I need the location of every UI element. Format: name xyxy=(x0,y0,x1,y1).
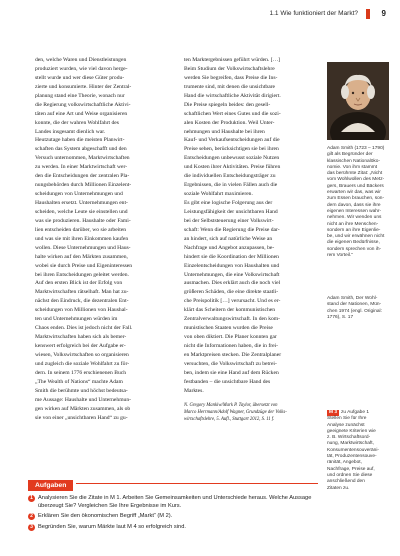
text-line xyxy=(184,119,320,128)
line-text: wollen. Diese Unternehmungen und Haus- xyxy=(35,244,131,251)
tasks-divider xyxy=(76,483,318,484)
line-text: schaftlichen Wert eines Gutes und die sozi- xyxy=(184,110,281,117)
line-text: hindert sie die Koordination der Millionen xyxy=(184,253,279,260)
line-text: Leistungsfähigkeit der unsichtbaren Hand xyxy=(184,208,278,215)
line-text: werden Sie begreifen, dass Preise die Ins- xyxy=(184,74,278,81)
line-text: produziert wurden, wie viel davon herge- xyxy=(35,65,128,72)
text-line xyxy=(35,378,171,387)
text-line xyxy=(184,128,320,137)
text-line xyxy=(184,181,320,190)
adam-smith-portrait xyxy=(327,62,389,140)
line-text: nicht die Informationen haben, die in frei- xyxy=(184,343,278,349)
sidebar-line: sondern sprechen von ih- xyxy=(327,246,382,252)
text-line xyxy=(35,333,171,342)
sidebar-line: nung, Marktwirtschaft, xyxy=(327,441,374,447)
line-text: Die Preise spiegeln beides: den gesell- xyxy=(184,101,271,108)
line-text: konnte, die der wahren Wohlfahrt des xyxy=(35,119,119,126)
text-line xyxy=(184,387,320,396)
page-header xyxy=(0,0,400,30)
text-line xyxy=(184,217,320,226)
text-line xyxy=(184,288,320,297)
line-text: me Aussage: Haushalte und Unternehmun- xyxy=(35,396,132,403)
line-text: gen wirken auf Märkten zusammen, als ob xyxy=(35,405,131,412)
line-text: Versuch unternommen, Marktwirtschaften xyxy=(35,155,130,162)
line-text: Es gibt eine logische Folgerung aus der xyxy=(184,200,273,206)
hint-intro: zu Aufgabe 1 xyxy=(341,410,370,415)
sidebar-line: nehmen. Wir wenden uns xyxy=(327,215,382,221)
line-text: trumente sind, mit denen die unsichtbare xyxy=(184,83,276,90)
text-line xyxy=(35,154,171,163)
task-number-badge: 1 xyxy=(28,495,35,502)
text-line xyxy=(35,315,171,324)
line-text: Unternehmungen, die eine Volkswirtschaft xyxy=(184,271,280,278)
line-text: soziale Wohlfahrt maximieren. xyxy=(184,191,253,198)
text-line xyxy=(184,244,320,253)
text-line xyxy=(35,56,171,65)
sidebar-line: erwarten wir das, was wir xyxy=(327,190,381,196)
text-line xyxy=(35,396,171,405)
task-number-badge: 3 xyxy=(28,524,35,531)
sidebar-line: z. B. Wirtschaftsord- xyxy=(327,435,371,441)
text-line xyxy=(184,74,320,83)
text-line xyxy=(184,333,320,342)
sidebar-line: Nachfrage, Preise auf, xyxy=(327,466,375,472)
line-text: Heutzutage haben die meisten Planwirt- xyxy=(35,137,125,144)
source-citation: N. Gregory Mankiw/Mark P. Taylor, übersetzt von xyxy=(184,402,278,408)
line-text: alen Kosten der Produktion. Weil Unter- xyxy=(184,119,275,126)
line-text: an hindert, sich auf natürliche Weise an xyxy=(184,235,273,242)
sidebar-line: chen 1974 (engl. Original: xyxy=(327,308,382,314)
sidebar-line: dern davon, dass sie ihre xyxy=(327,202,381,208)
line-text: Auf den ersten Blick ist der Erfolg von xyxy=(35,280,123,287)
sidebar-line: Konsumentensouveräni- xyxy=(327,447,379,453)
line-text: scheiden, welche Leute sie einstellen und xyxy=(35,208,128,215)
line-text: Ergebnissen, die in vielen Fällen auch die xyxy=(184,182,278,189)
sidebar-line: gilt als Begründer der xyxy=(327,152,373,158)
sidebar-line: be, und wir erwähnen nicht xyxy=(327,234,385,240)
line-text: „The Wealth of Nations“ machte Adam xyxy=(35,378,123,385)
line-text: Nachfrage und Angebot anzupassen, be- xyxy=(184,244,275,251)
text-line xyxy=(35,65,171,74)
line-text: was sie produzieren. Haushalte oder Fami- xyxy=(35,217,131,224)
text-line xyxy=(184,306,320,315)
text-line xyxy=(184,83,320,92)
text-line xyxy=(35,83,171,92)
text-line xyxy=(184,208,320,217)
text-line xyxy=(35,101,171,110)
line-text: ten und Unternehmungen würden im xyxy=(35,316,118,323)
line-text: planung stand eine Theorie, wonach nur xyxy=(35,92,125,99)
text-line xyxy=(184,92,320,101)
text-line xyxy=(184,279,320,288)
line-text: bei ihren Entscheidungen geleitet werden. xyxy=(35,271,129,278)
text-line xyxy=(184,342,320,351)
line-text: und was sie mit ihren Einkommen kaufen xyxy=(35,235,129,242)
line-text: wiesen, Volkswirtschaften so organisieren xyxy=(35,351,129,358)
sidebar-line: 1776), S. 17 xyxy=(327,314,354,320)
line-text: täten auf eine Art und Weise organisieren xyxy=(35,110,128,117)
line-text: größeren Schäden, die eine direkte staatli- xyxy=(184,289,279,296)
text-line xyxy=(35,163,171,172)
line-text: dern. In seinem 1776 erschienenen Buch xyxy=(35,369,127,376)
text-line xyxy=(35,74,171,83)
line-text: Einzelentscheidungen von Haushalten und xyxy=(184,262,280,269)
line-text: Beim Studium der Volkswirtschaftslehre xyxy=(184,65,275,72)
hint-box xyxy=(327,410,393,492)
sidebar-line: Stellen Sie für Ihre xyxy=(327,416,367,422)
line-text: den die Entscheidungen der zentralen Pla- xyxy=(35,173,130,180)
line-text: schaften das System abgeschafft und den xyxy=(35,146,127,153)
line-text: die individuellen Entscheidungsträger zu xyxy=(184,173,276,180)
text-line xyxy=(35,271,171,280)
text-line xyxy=(184,190,320,199)
line-text: Kauf- und Verkaufsentscheidungen auf die xyxy=(184,137,280,144)
text-column-right xyxy=(184,56,320,423)
line-text: Hand die wirtschaftliche Aktivität dirigiert. xyxy=(184,92,281,99)
task-item xyxy=(28,513,318,521)
text-line xyxy=(35,360,171,369)
task-item xyxy=(28,495,318,510)
text-line xyxy=(184,154,320,163)
line-text: Chaos enden. Dies ist jedoch nicht der Fall. xyxy=(35,325,133,332)
line-text: festbanden – die unsichtbare Hand des xyxy=(184,378,271,385)
adam-smith-bio xyxy=(327,146,393,259)
text-line xyxy=(184,271,320,280)
sidebar-line: nomie. Von ihm stammt xyxy=(327,164,378,170)
line-text: kenswert erfolgreich bei der Aufgabe er- xyxy=(35,343,126,349)
line-text: die Regierung volkswirtschaftliche Aktivi- xyxy=(35,101,131,108)
text-line xyxy=(35,226,171,235)
text-line xyxy=(184,65,320,74)
sidebar-line: Adam Smith (1723 – 1790) xyxy=(327,146,385,151)
sidebar-line: vom Wohlwollen des Metz- xyxy=(327,177,385,183)
line-text: che Preispolitik […] verursacht. Und es er- xyxy=(184,298,281,305)
text-line xyxy=(184,145,320,154)
line-text: lien entscheiden darüber, wo sie arbeiten xyxy=(35,226,127,233)
text-line xyxy=(35,172,171,181)
line-text: schaft: Wenn die Regierung die Preise dar- xyxy=(184,226,280,233)
line-text: scheidungen von Unternehmungen und xyxy=(35,191,123,198)
text-line xyxy=(184,136,320,145)
line-text: Marktwirtschaften rätselhaft. Man hat zu- xyxy=(35,289,129,296)
sidebar-line: ränität, Angebot, xyxy=(327,460,362,466)
text-line xyxy=(184,297,320,306)
text-line xyxy=(35,235,171,244)
text-line xyxy=(184,360,320,369)
line-text: nächst den Eindruck, die dezentralen Ent- xyxy=(35,298,129,305)
line-text: ben, indem sie eine Hand auf dem Rücken xyxy=(184,369,279,376)
text-line xyxy=(184,110,320,119)
text-line xyxy=(184,163,320,172)
line-text: Marktes. xyxy=(184,387,204,394)
sidebar-line: die eigenen Bedürfnisse, xyxy=(327,240,380,246)
line-text: scheidungen von Millionen von Haushal- xyxy=(35,307,128,314)
sidebar-line: rem Vorteil.“ xyxy=(327,253,353,259)
line-text: zierte und konsumierte. Hinter der Zentral- xyxy=(35,83,132,90)
page-number: 9 xyxy=(381,9,386,18)
line-text: Zentralverwaltungswirtschaft. In den kom- xyxy=(184,316,280,323)
text-line xyxy=(184,235,320,244)
sidebar-line: und ordnen Sie diese xyxy=(327,472,373,478)
chapter-title: 1.1 Wie funktioniert der Markt? xyxy=(269,10,358,17)
text-line xyxy=(35,279,171,288)
line-text: Preise sehen, berücksichtigen sie bei ihren xyxy=(184,146,279,153)
line-text: klärt das Scheitern der kommunistischen xyxy=(184,307,276,314)
text-line xyxy=(35,324,171,333)
line-text: Marktwirtschaften haben sich als bemer- xyxy=(35,334,127,341)
task-item xyxy=(28,524,318,532)
text-line xyxy=(35,351,171,360)
sidebar-line: anschließend den xyxy=(327,479,365,485)
text-line xyxy=(184,226,320,235)
text-line xyxy=(35,190,171,199)
line-text: sie von einer „unsichtbaren Hand“ zu gu- xyxy=(35,414,128,421)
line-text: Entscheidungen unbewusst soziale Nutzen xyxy=(184,155,280,162)
line-text: versuchten, die Volkswirtschaft zu betrei- xyxy=(184,360,277,367)
text-line xyxy=(35,181,171,190)
line-text: Smith die berühmte und höchst bedeutsa- xyxy=(35,387,128,394)
text-line xyxy=(184,253,320,262)
line-text: nehmungen und Haushalte bei ihren xyxy=(184,128,265,135)
text-line xyxy=(184,378,320,387)
task-text: Begründen Sie, warum Märkte laut M 4 so erfolgreich sind. xyxy=(38,523,186,530)
line-text: ausmachen. Dies erklärt auch die noch viel xyxy=(184,280,281,287)
text-column-left xyxy=(35,56,171,422)
source-citation: wirtschaftslehre, 5. Aufl., Stuttgart 2012, S. 11 f. xyxy=(184,416,275,422)
sidebar-line: zum Essen brauchen, son- xyxy=(327,196,385,202)
sidebar-line: Zitaten zu. xyxy=(327,485,350,491)
task-text: Erklären Sie den ökonomischen Begriff „Markt“ (M 2). xyxy=(38,513,173,520)
line-text: den, welche Waren und Dienstleistungen xyxy=(35,57,127,63)
line-text: bei der Selbststeuerung einer Volkswirt- xyxy=(184,217,274,224)
sidebar-line: nicht an ihre Menschen- xyxy=(327,221,379,227)
task-number-badge: 2 xyxy=(28,513,35,520)
text-line xyxy=(35,369,171,378)
text-line xyxy=(184,101,320,110)
line-text: nungsbehörden durch Millionen Einzelent- xyxy=(35,182,132,189)
sidebar-line: das berühmte Zitat: „Nicht xyxy=(327,171,383,177)
sidebar-line: gers, Brauers und Bäckers xyxy=(327,183,384,189)
tasks-heading: Aufgaben xyxy=(28,480,73,491)
text-line xyxy=(35,128,171,137)
text-line xyxy=(35,405,171,414)
line-text: ten Marktergebnissen geführt würden. […] xyxy=(184,57,281,63)
sidebar-line: eigenen Interessen wahr- xyxy=(327,208,382,214)
text-line xyxy=(184,369,320,378)
text-line xyxy=(184,324,320,333)
line-text: wobei sie durch Preise und Eigeninteressen xyxy=(35,262,133,269)
line-text: halte wirken auf den Märkten zusammen, xyxy=(35,253,128,260)
sidebar-line: sondern an ihre Eigenlie- xyxy=(327,227,381,233)
line-text: und zugleich die soziale Wohlfahrt zu för- xyxy=(35,360,130,367)
text-line xyxy=(35,387,171,396)
text-line xyxy=(35,217,171,226)
source-citation: Marco Herrmann/Adolf Wagner, Grundzüge der Volks- xyxy=(184,409,287,415)
text-line xyxy=(184,56,320,65)
text-line xyxy=(35,288,171,297)
text-line xyxy=(184,351,320,360)
line-text: und Kosten ihrer Aktivitäten. Preise führen xyxy=(184,164,281,171)
line-text: en Marktpreisen stecken. Die Zentralplaner xyxy=(184,351,282,358)
text-line xyxy=(35,199,171,208)
sidebar-line: Adam Smith, Der Wohl- xyxy=(327,296,378,301)
text-line xyxy=(35,145,171,154)
text-line xyxy=(35,92,171,101)
text-line xyxy=(35,208,171,217)
task-text: Analysieren Sie die Zitate in M 1. Arbeiten Sie Gemeinsamkeiten und Unterschiede heraus. Welche Aussage überzeugt Sie? Vergleichen Sie Ihre Ergebnisse im Kurs. xyxy=(38,495,312,509)
text-line xyxy=(184,199,320,208)
text-line xyxy=(35,110,171,119)
sidebar-line: Analyse zunächst xyxy=(327,422,365,428)
sidebar-line: tät, Produzentensouve- xyxy=(327,454,377,460)
text-line xyxy=(35,306,171,315)
material-badge: M 3 xyxy=(329,410,337,415)
text-line xyxy=(35,136,171,145)
text-line xyxy=(184,172,320,181)
text-line xyxy=(35,297,171,306)
sidebar-line: klassischen Nationalöko- xyxy=(327,158,381,164)
text-line xyxy=(35,253,171,262)
line-text: zu werden. In einer Marktwirtschaft wer- xyxy=(35,164,128,171)
text-line xyxy=(184,262,320,271)
tasks-section xyxy=(28,474,318,531)
line-text: munistischen Staaten wurden die Preise xyxy=(184,325,273,332)
line-text: von oben diktiert. Die Planer konnten gar xyxy=(184,334,277,341)
text-line xyxy=(35,414,171,423)
sidebar-line: geeignete Kriterien wie xyxy=(327,428,376,434)
accent-bar xyxy=(366,9,370,19)
text-line xyxy=(35,342,171,351)
line-text: Haushalten ersetzt. Unternehmungen ent- xyxy=(35,200,128,206)
text-line xyxy=(35,119,171,128)
adam-smith-source xyxy=(327,296,393,321)
sidebar-line: stand der Nationen, Mün- xyxy=(327,302,382,308)
line-text: stellt wurde und wer diese Güter produ- xyxy=(35,74,125,81)
text-line xyxy=(184,315,320,324)
text-line xyxy=(35,244,171,253)
line-text: Landes insgesamt dienlich war. xyxy=(35,128,106,135)
text-line xyxy=(35,262,171,271)
